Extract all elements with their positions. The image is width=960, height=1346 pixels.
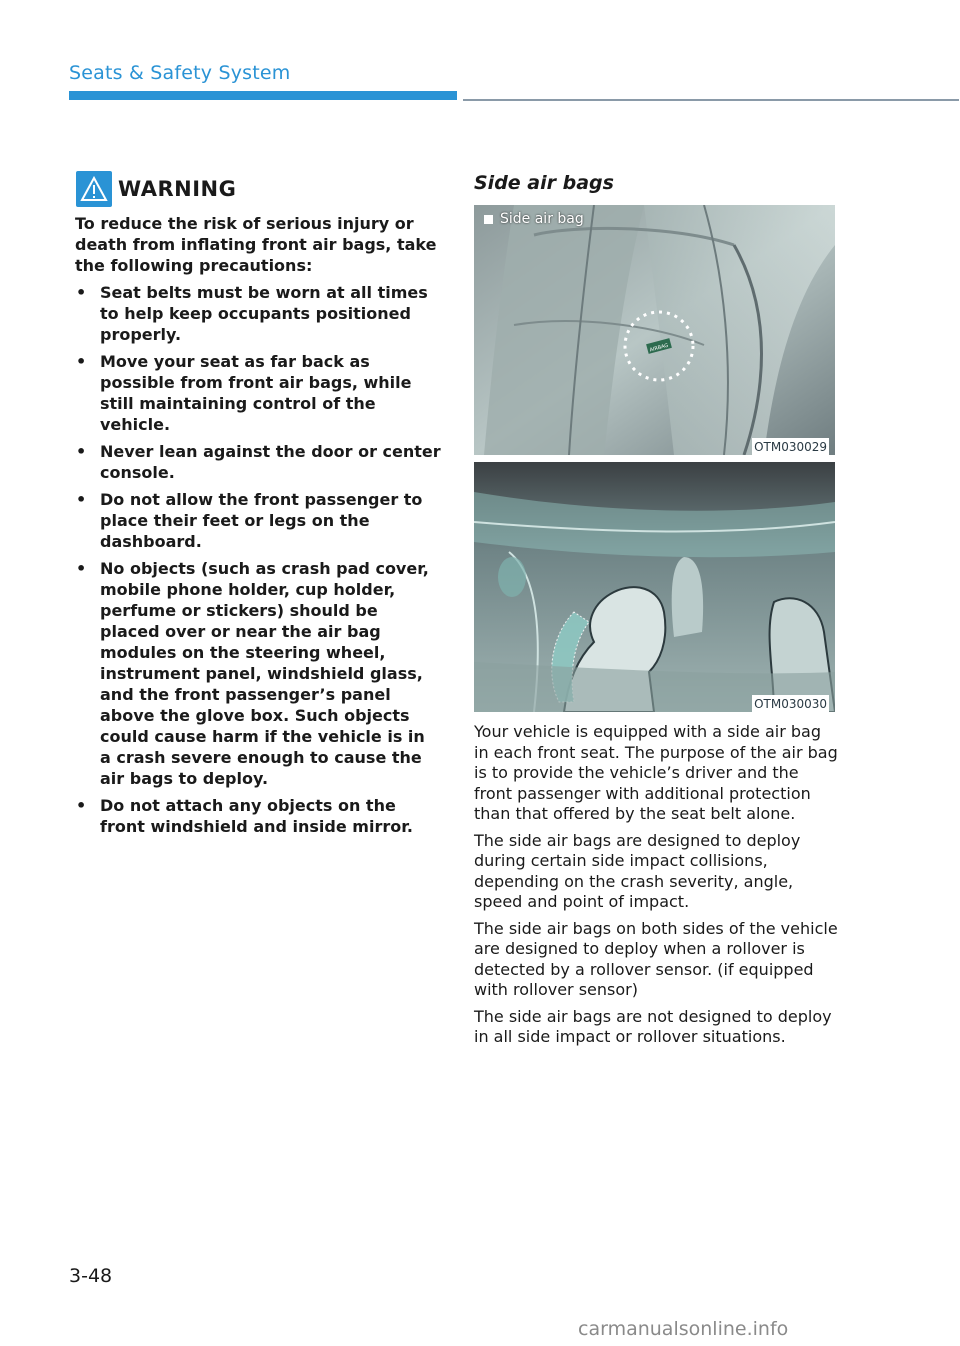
figure-code: OTM030030 [754,697,827,711]
page-number: 3-48 [69,1265,113,1287]
running-header: Seats & Safety System [69,62,291,84]
list-item: • Do not allow the front passenger to place their feet or legs on the dashboard. [76,490,423,551]
list-item: • Never lean against the door or center console. [76,442,441,482]
figure-code: OTM030029 [754,440,827,454]
header-accent-bar [69,91,457,100]
bullet: • [76,559,87,578]
warning-label: WARNING [118,177,237,201]
list-item: • Do not attach any objects on the front windshield and inside mirror. [76,796,413,836]
header-rule [463,99,959,101]
warning-heading [76,171,236,207]
side-airbag-body [474,722,840,1054]
figure-caption: Side air bag [484,211,584,227]
list-item: • Seat belts must be worn at all times to help keep occupants positioned properly. [76,283,428,344]
warning-body [75,213,441,843]
paragraph: The side air bags are designed to deploy during certain side impact collisions, depending on the crash severity, angle, speed and point of impact. [474,830,801,911]
list-item: • No objects (such as crash pad cover, mobile phone holder, cup holder, perfume or stickers) should be placed over or near the air bag modules on the steering wheel, instrument panel, windshield glass, and the front passenger’s panel above the glove box. Such objects could cause harm if the vehicle is in a crash severe enough to cause the air bags to deploy. [76,559,429,788]
bullet: • [76,490,87,509]
paragraph: The side air bags are not designed to deploy in all side impact or rollover situations. [474,1006,832,1046]
svg-text:AIRBAG: AIRBAG [649,342,670,354]
caption-marker-icon [484,215,493,224]
bullet: • [76,442,87,461]
cabin-illustration [474,462,835,712]
seat-illustration [474,205,835,455]
bullet: • [76,283,87,302]
bullet: • [76,352,87,371]
warning-triangle-icon [76,171,112,207]
watermark: carmanualsonline.info [578,1318,789,1340]
paragraph: Your vehicle is equipped with a side air bag in each front seat. The purpose of the air bag is to provide the vehicle’s driver and the front passenger with additional protection than that offered by the seat belt alone. [474,722,838,823]
list-item: • Move your seat as far back as possible from front air bags, while still maintaining control of the vehicle. [76,352,412,434]
section-title: Side air bags [474,172,614,194]
paragraph: The side air bags on both sides of the vehicle are designed to deploy when a rollover is detected by a rollover sensor. (if equipped with rollover sensor) [474,918,838,999]
warning-list [75,282,441,837]
cabin-airbag-figure [474,462,835,712]
seat-airbag-figure [474,205,835,455]
bullet: • [76,796,87,815]
warning-intro: To reduce the risk of serious injury or death from inflating front air bags, take the following precautions: [75,214,437,275]
